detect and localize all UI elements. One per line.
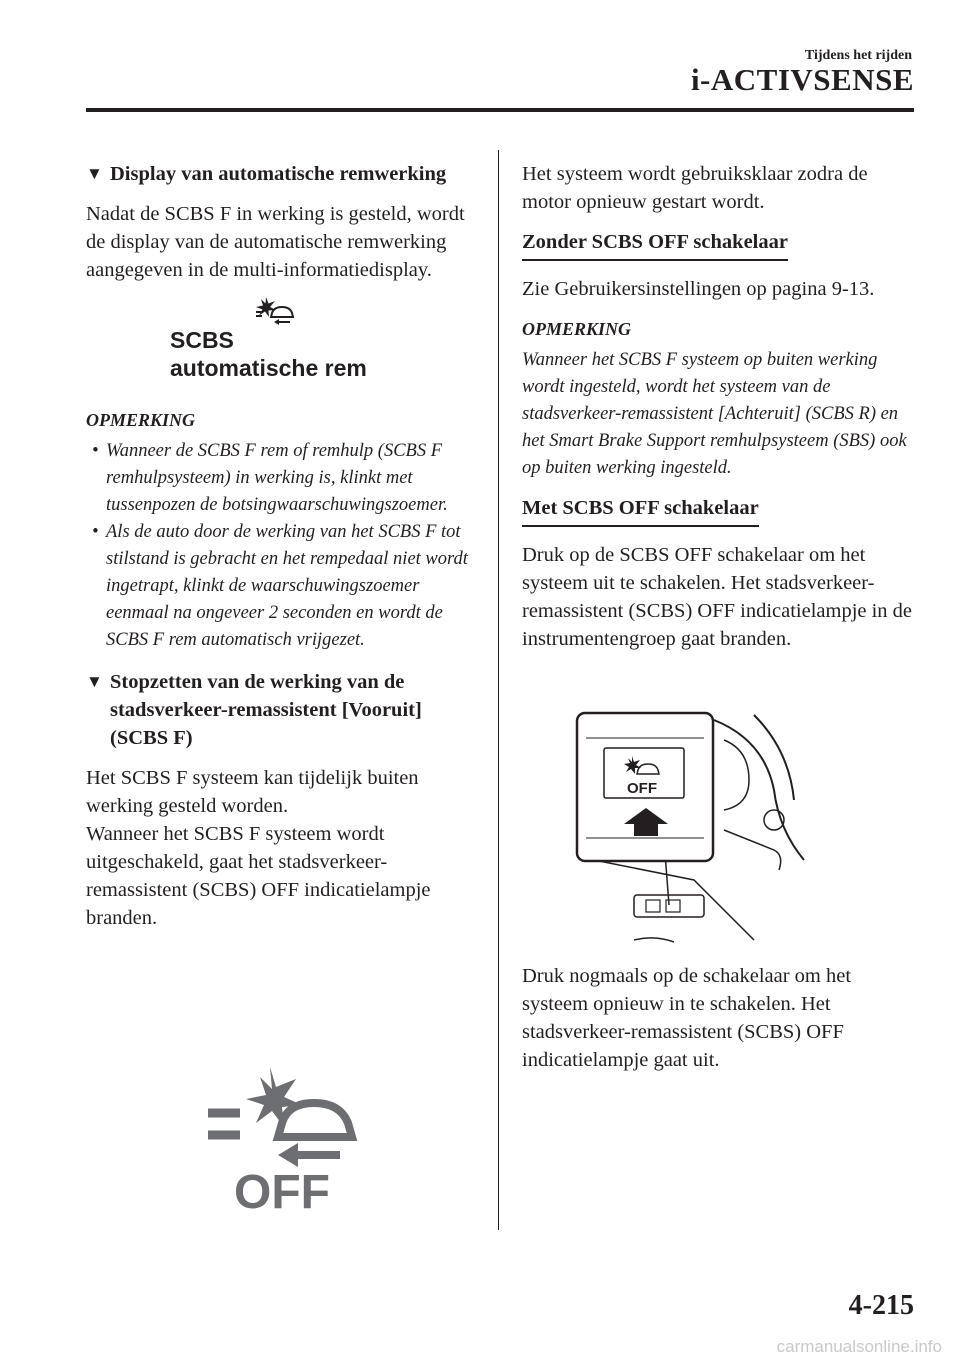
right-column-lower — [522, 962, 914, 1086]
subsection-heading: Met SCBS OFF schakelaar — [522, 494, 759, 527]
right-column — [522, 160, 914, 665]
chapter-title: i-ACTIVSENSE — [690, 62, 914, 97]
watermark: carmanualsonline.info — [776, 1337, 942, 1356]
note-list — [86, 438, 474, 654]
paragraph: Nadat de SCBS F in werking is gesteld, wordt de display van de automatische remwerking aangegeven in de multi-informatiedisplay. — [86, 203, 465, 281]
column-divider — [498, 150, 499, 1230]
paragraph: Het systeem wordt gebruiksklaar zodra de motor opnieuw gestart wordt. — [522, 163, 868, 213]
triangle-marker-icon: ▼ — [86, 164, 103, 183]
triangle-marker-icon: ▼ — [86, 672, 103, 691]
section-heading-stop — [86, 668, 474, 752]
section-title: Tijdens het rijden — [804, 48, 912, 63]
note-label: OPMERKING — [522, 319, 632, 339]
paragraph: Wanneer het SCBS F systeem wordt uitgeschakeld, gaat het stadsverkeer-remassistent (SCBS) OFF indicatielampje branden. — [86, 823, 431, 929]
header-rule — [86, 108, 914, 112]
section-heading-text: Display van automatische remwerking — [110, 163, 447, 185]
auto-brake-display-figure — [86, 296, 474, 388]
note-text: Wanneer het SCBS F systeem op buiten werking wordt ingesteld, wordt het systeem van de stadsverkeer-remassistent [Achteruit] (SCBS R) en het Smart Brake Support remhulpsysteem (SBS) ook op buiten werking ingesteld. — [522, 350, 907, 478]
display-text-line2: automatische rem — [170, 355, 367, 381]
scbs-off-indicator-icon — [200, 1065, 360, 1215]
display-text-line1: SCBS — [170, 327, 234, 353]
note-label: OPMERKING — [86, 410, 196, 430]
list-item — [92, 519, 474, 654]
section-heading-display — [86, 160, 474, 188]
off-label: OFF — [234, 1166, 330, 1215]
dash-off-label: OFF — [627, 780, 657, 797]
paragraph: Het SCBS F systeem kan tijdelijk buiten werking gesteld worden. — [86, 767, 419, 817]
page-number: 4-215 — [848, 1290, 914, 1321]
paragraph: Zie Gebruikersinstellingen op pagina 9-13. — [522, 278, 875, 300]
list-item — [92, 438, 474, 519]
list-item-text: Wanneer de SCBS F rem of remhulp (SCBS F remhulpsysteem) in werking is, klinkt met tussenpozen de botsingwaarschuwingszoemer. — [106, 441, 448, 515]
bullet-icon: • — [92, 441, 99, 461]
subsection-heading: Zonder SCBS OFF schakelaar — [522, 228, 788, 261]
paragraph: Druk nogmaals op de schakelaar om het systeem opnieuw in te schakelen. Het stadsverkeer-remassistent (SCBS) OFF indicatielampje gaat uit. — [522, 965, 852, 1071]
list-item-text: Als de auto door de werking van het SCBS F tot stilstand is gebracht en het rempedaal niet wordt ingetrapt, klinkt de waarschuwingszoemer eenmaal na ongeveer 2 seconden en wordt de SCBS F rem automatisch vrijgezet. — [106, 522, 468, 650]
paragraph: Druk op de SCBS OFF schakelaar om het systeem uit te schakelen. Het stadsverkeer-remassistent (SCBS) OFF indicatielampje in de instrumentengroep gaat branden. — [522, 544, 913, 650]
left-column — [86, 160, 474, 944]
section-heading-text: Stopzetten van de werking van de stadsverkeer-remassistent [Vooruit] (SCBS F) — [110, 671, 422, 749]
dashboard-switch-illustration — [574, 710, 814, 950]
brake-warning-icon — [252, 296, 296, 326]
bullet-icon: • — [92, 522, 99, 542]
